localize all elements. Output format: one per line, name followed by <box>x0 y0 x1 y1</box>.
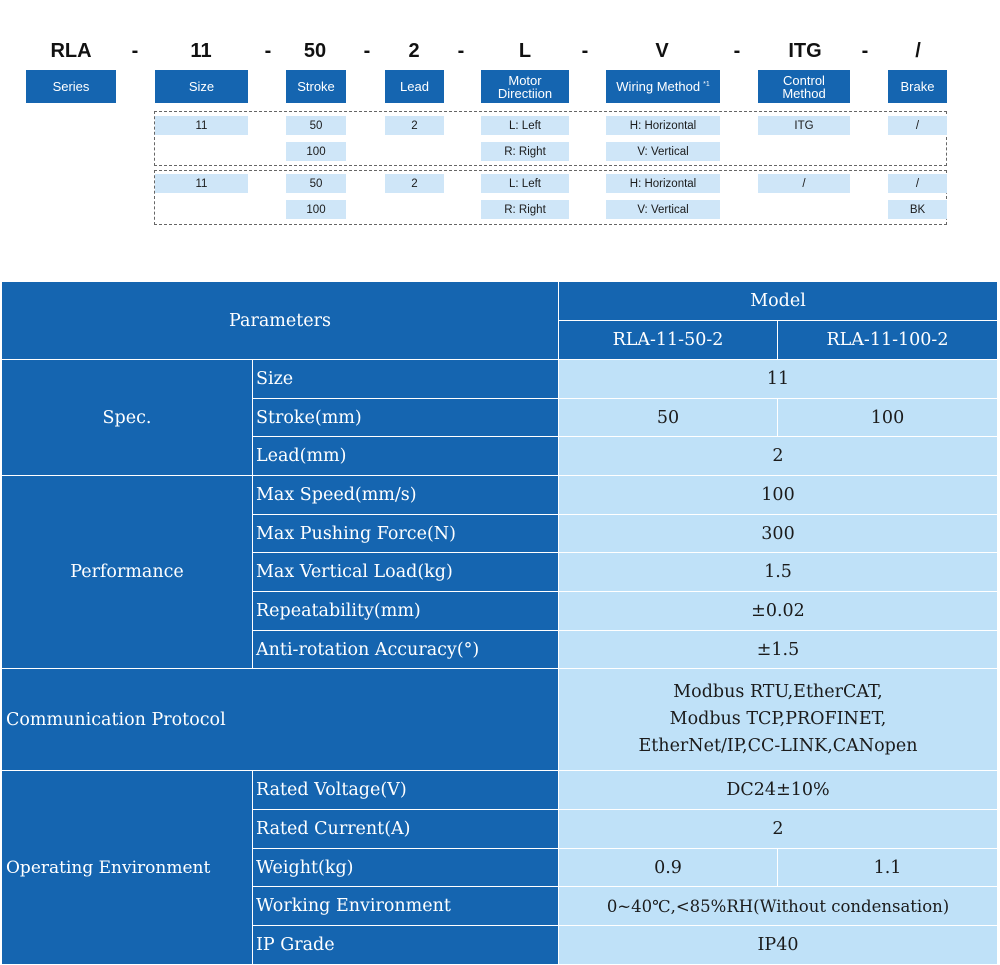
protocol-line: Modbus RTU,EtherCAT, <box>673 682 883 702</box>
value-max-pushing-force: 300 <box>559 515 998 553</box>
value-communication-protocol <box>559 669 998 771</box>
group-operating-environment: Operating Environment <box>2 771 253 965</box>
label-series: Series <box>26 70 116 103</box>
header-model-a: RLA-11-50-2 <box>559 321 778 360</box>
label-brake: Brake <box>888 70 947 103</box>
option-motor-direction: L: Left <box>481 174 569 193</box>
label-wiring-method <box>606 70 720 103</box>
param-anti-rotation-accuracy: Anti-rotation Accuracy(°) <box>253 631 559 669</box>
param-ip-grade: IP Grade <box>253 926 559 965</box>
code-size: 11 <box>190 40 212 62</box>
value-max-vertical-load: 1.5 <box>559 553 998 592</box>
param-communication-protocol: Communication Protocol <box>2 669 559 771</box>
value-working-environment: 0~40℃,<85%RH(Without condensation) <box>559 887 998 926</box>
protocol-line: EtherNet/IP,CC-LINK,CANopen <box>638 736 918 756</box>
label-stroke: Stroke <box>286 70 346 103</box>
option-stroke: 100 <box>286 200 346 219</box>
value-max-speed: 100 <box>559 476 998 515</box>
value-rated-current: 2 <box>559 810 998 849</box>
label-motor-direction: Motor Directiion <box>481 70 569 103</box>
option-brake: BK <box>888 200 947 219</box>
option-brake: / <box>888 174 947 193</box>
option-stroke: 50 <box>286 174 346 193</box>
value-repeatability: ±0.02 <box>559 592 998 631</box>
option-motor-direction: R: Right <box>481 142 569 161</box>
label-wiring-method-text: Wiring Method <box>616 79 701 94</box>
code-control-method: ITG <box>788 40 822 62</box>
param-rated-voltage: Rated Voltage(V) <box>253 771 559 810</box>
option-lead: 2 <box>385 174 444 193</box>
code-separator: - <box>131 40 139 62</box>
param-rated-current: Rated Current(A) <box>253 810 559 849</box>
option-brake: / <box>888 116 947 135</box>
option-wiring-method: H: Horizontal <box>606 116 720 135</box>
group-performance: Performance <box>2 476 253 669</box>
param-stroke: Stroke(mm) <box>253 399 559 437</box>
option-control-method: / <box>758 174 850 193</box>
header-parameters: Parameters <box>2 282 559 360</box>
param-size: Size <box>253 360 559 399</box>
param-lead: Lead(mm) <box>253 437 559 476</box>
group-spec: Spec. <box>2 360 253 476</box>
param-weight: Weight(kg) <box>253 849 559 887</box>
option-stroke: 50 <box>286 116 346 135</box>
option-stroke: 100 <box>286 142 346 161</box>
header-model-b: RLA-11-100-2 <box>778 321 998 360</box>
value-weight-b: 1.1 <box>778 849 998 887</box>
option-motor-direction: L: Left <box>481 116 569 135</box>
code-stroke: 50 <box>303 40 327 62</box>
option-wiring-method: V: Vertical <box>606 142 720 161</box>
label-size: Size <box>155 70 248 103</box>
code-lead: 2 <box>408 40 420 62</box>
option-lead: 2 <box>385 116 444 135</box>
code-series: RLA <box>50 40 92 62</box>
value-lead: 2 <box>559 437 998 476</box>
param-max-vertical-load: Max Vertical Load(kg) <box>253 553 559 592</box>
protocol-line: Modbus TCP,PROFINET, <box>669 709 887 729</box>
param-max-pushing-force: Max Pushing Force(N) <box>253 515 559 553</box>
option-wiring-method: H: Horizontal <box>606 174 720 193</box>
option-motor-direction: R: Right <box>481 200 569 219</box>
code-separator: - <box>457 40 465 62</box>
value-weight-a: 0.9 <box>559 849 778 887</box>
code-separator: - <box>264 40 272 62</box>
param-repeatability: Repeatability(mm) <box>253 592 559 631</box>
code-motor-direction: L <box>518 40 532 62</box>
value-stroke-a: 50 <box>559 399 778 437</box>
code-separator: - <box>581 40 589 62</box>
param-working-environment: Working Environment <box>253 887 559 926</box>
label-control-method: Control Method <box>758 70 850 103</box>
code-wiring-method: V <box>655 40 669 62</box>
footnote-marker: *1 <box>703 81 710 88</box>
option-wiring-method: V: Vertical <box>606 200 720 219</box>
code-brake: / <box>915 40 921 62</box>
option-size: 11 <box>155 116 248 135</box>
value-anti-rotation-accuracy: ±1.5 <box>559 631 998 669</box>
code-separator: - <box>861 40 869 62</box>
value-size: 11 <box>559 360 998 399</box>
value-stroke-b: 100 <box>778 399 998 437</box>
label-lead: Lead <box>385 70 444 103</box>
code-separator: - <box>733 40 741 62</box>
option-size: 11 <box>155 174 248 193</box>
value-ip-grade: IP40 <box>559 926 998 965</box>
param-max-speed: Max Speed(mm/s) <box>253 476 559 515</box>
code-separator: - <box>363 40 371 62</box>
header-model: Model <box>559 282 998 321</box>
option-control-method: ITG <box>758 116 850 135</box>
value-rated-voltage: DC24±10% <box>559 771 998 810</box>
